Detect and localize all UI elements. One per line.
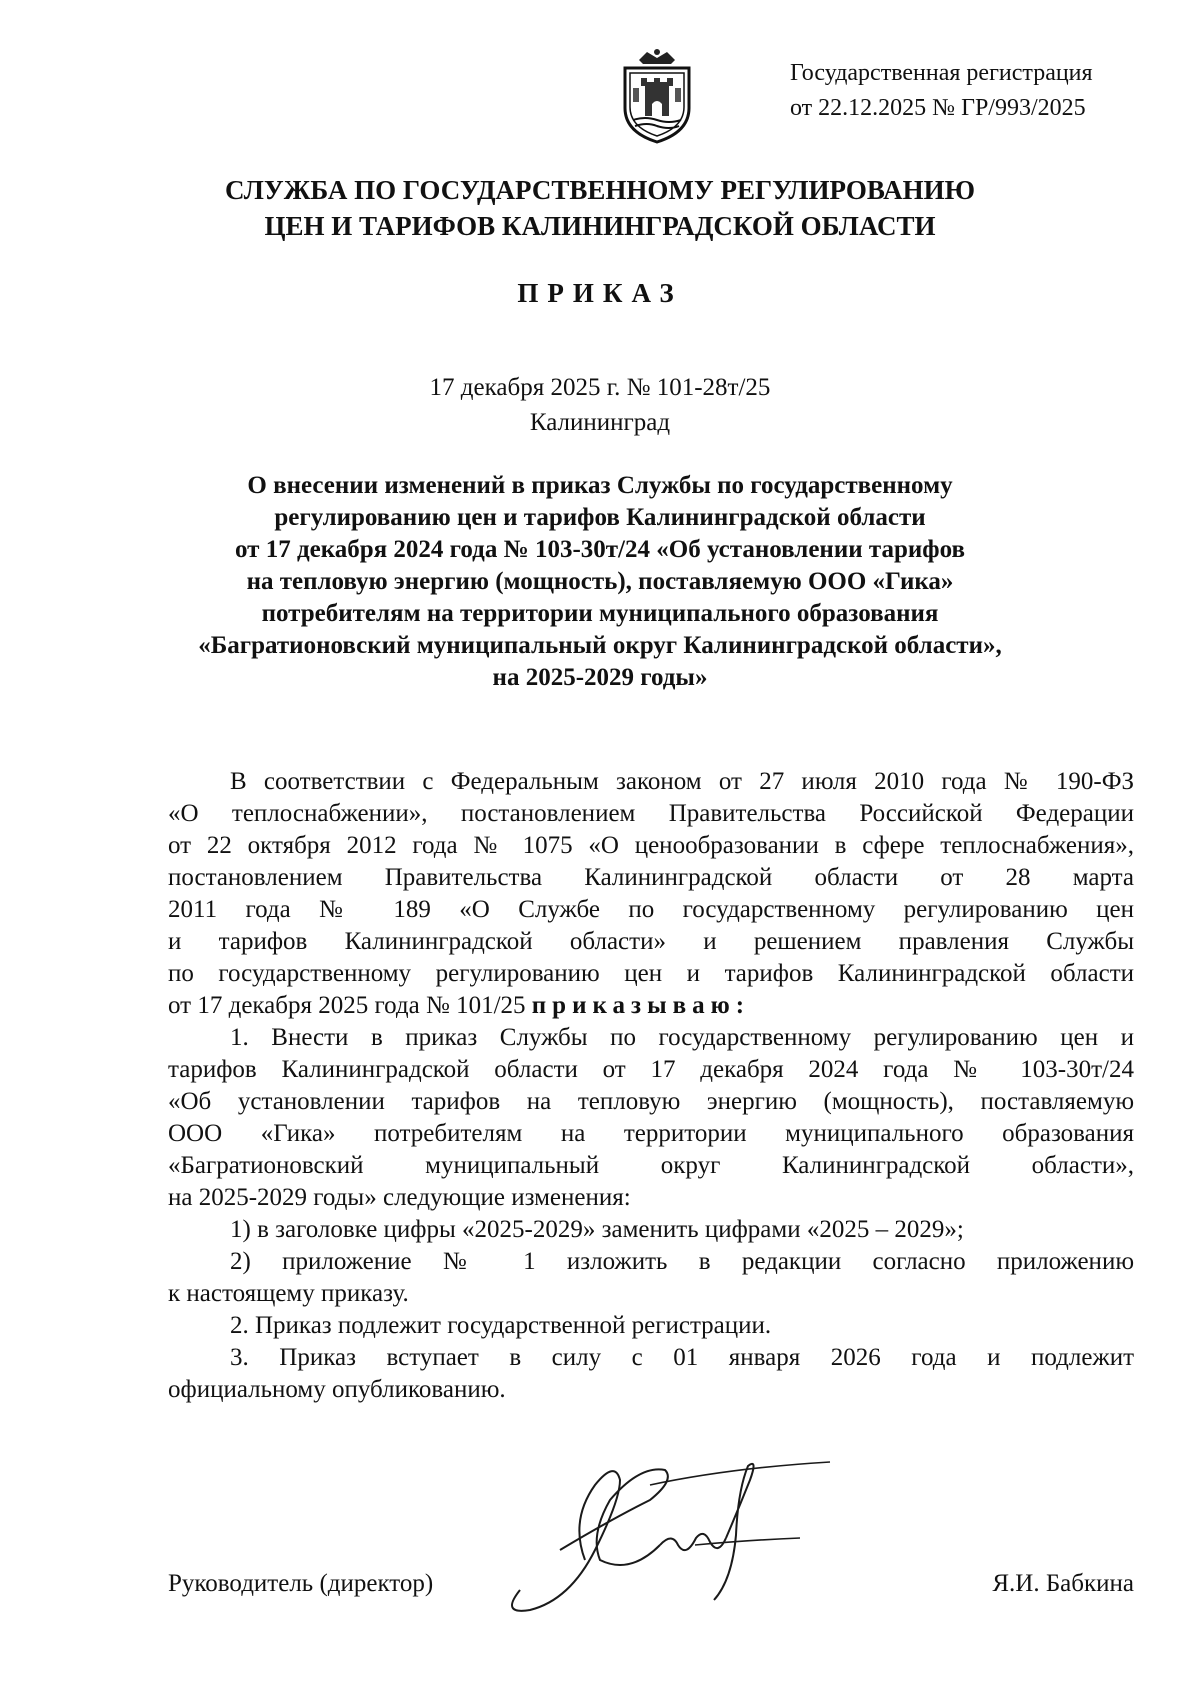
registration-line: Государственная регистрация: [790, 60, 1093, 86]
subitem-1-1: 1) в заголовке цифры «2025-2029» заменить цифрами «2025 – 2029»;: [230, 1216, 964, 1243]
kaliningrad-coat-of-arms-icon: [617, 46, 697, 146]
preamble-line: и тарифов Калининградской области» и решением правления Службы: [168, 928, 1134, 955]
item-1-line: тарифов Калининградской области от 17 декабря 2024 года № 103-30т/24: [168, 1056, 1134, 1083]
organization-line: ЦЕН И ТАРИФОВ КАЛИНИНГРАДСКОЙ ОБЛАСТИ: [264, 211, 936, 241]
subject-line: на 2025-2029 годы»: [492, 664, 708, 691]
order-subject: [0, 470, 1200, 694]
subject-line: потребителям на территории муниципального образования: [261, 600, 939, 627]
preamble-last-line: [168, 990, 1134, 1022]
item-1-last-line: на 2025-2029 годы» следующие изменения:: [168, 1184, 631, 1211]
state-registration-stamp: [790, 56, 1093, 126]
item-3-last-line: официальному опубликованию.: [168, 1376, 506, 1403]
item-1-line: ООО «Гика» потребителям на территории муниципального образования: [168, 1120, 1134, 1147]
item-1-line: «Об установлении тарифов на тепловую энергию (мощность), поставляемую: [168, 1088, 1134, 1115]
subitem-1-2: 2) приложение № 1 изложить в редакции согласно приложению: [230, 1248, 1134, 1275]
city: Калининград: [529, 409, 671, 436]
order-body: [168, 766, 1134, 1406]
subject-line: «Багратионовский муниципальный округ Калининградской области»,: [198, 632, 1002, 659]
preamble-line: от 22 октября 2012 года № 1075 «О ценообразовании в сфере теплоснабжения»,: [168, 832, 1134, 859]
organization-line: СЛУЖБА ПО ГОСУДАРСТВЕННОМУ РЕГУЛИРОВАНИЮ: [224, 175, 976, 205]
preamble-last-text: от 17 декабря 2025 года № 101/25: [168, 992, 532, 1019]
date-number-block: [0, 370, 1200, 440]
preamble-line: «О теплоснабжении», постановлением Правительства Российской Федерации: [168, 800, 1134, 827]
preamble-line: В соответствии с Федеральным законом от 27 июля 2010 года № 190-ФЗ: [230, 768, 1134, 795]
signer-title: Руководитель (директор): [168, 1570, 434, 1597]
item-3: 3. Приказ вступает в силу с 01 января 2026 года и подлежит: [230, 1344, 1134, 1371]
handwritten-signature: [500, 1440, 850, 1620]
document-type: ПРИКАЗ: [517, 278, 683, 308]
subject-line: регулированию цен и тарифов Калининградской области: [274, 504, 926, 531]
subject-line: О внесении изменений в приказ Службы по государственному: [247, 472, 953, 499]
registration-number: от 22.12.2025 № ГР/993/2025: [790, 95, 1086, 121]
organization-name: [0, 172, 1200, 244]
item-1-line: «Багратионовский муниципальный округ Калининградской области»,: [168, 1152, 1134, 1179]
preamble-line: 2011 года № 189 «О Службе по государственному регулированию цен: [168, 896, 1134, 923]
preamble-line: по государственному регулированию цен и тарифов Калининградской области: [168, 960, 1134, 987]
subject-line: от 17 декабря 2024 года № 103-30т/24 «Об установлении тарифов: [235, 536, 965, 563]
order-word: приказываю:: [531, 992, 751, 1019]
preamble-line: постановлением Правительства Калининградской области от 28 марта: [168, 864, 1134, 891]
order-date-number: 17 декабря 2025 г. № 101-28т/25: [429, 374, 771, 401]
item-2: 2. Приказ подлежит государственной регистрации.: [230, 1312, 772, 1339]
signer-name: Я.И. Бабкина: [992, 1570, 1134, 1597]
item-1-line: 1. Внести в приказ Службы по государственному регулированию цен и: [230, 1024, 1134, 1051]
subject-line: на тепловую энергию (мощность), поставляемую ООО «Гика»: [246, 568, 954, 595]
subitem-1-2-last-line: к настоящему приказу.: [168, 1280, 409, 1307]
